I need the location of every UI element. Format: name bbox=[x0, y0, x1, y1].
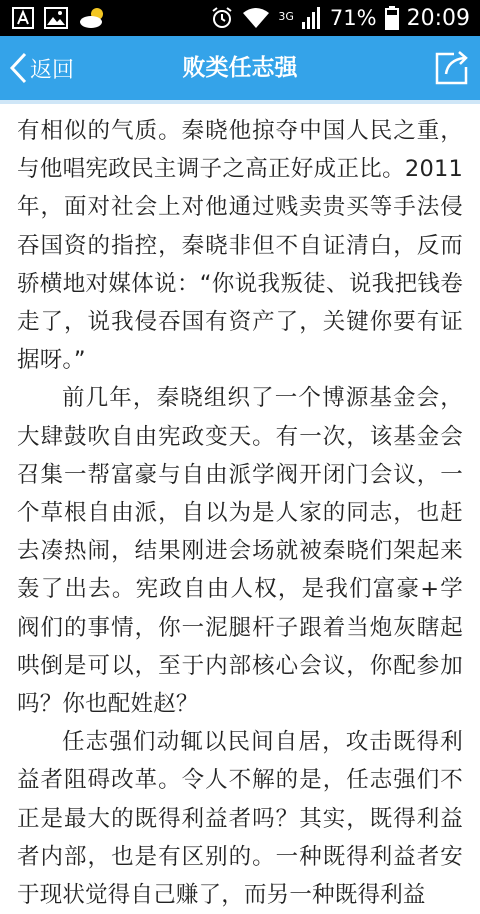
image-icon bbox=[44, 7, 68, 29]
article-paragraph: 前几年，秦晓组织了一个博源基金会，大肆鼓吹自由宪政变天。有一次，该基金会召集一帮富豪与自由派学阀开闭门会议，一个草根自由派，自以为是人家的同志，也赶去凑热闹，结果刚进会场就被秦晓们架起来轰了出去。宪政自由人权，是我们富豪+学阀们的事情，你一泥腿杆子跟着当炮灰瞎起哄倒是可以，至于内部核心会议，你配参加吗？你也配姓赵？ bbox=[17, 385, 463, 718]
battery-icon bbox=[385, 6, 399, 30]
clock: 20:09 bbox=[406, 5, 470, 31]
status-bar-system bbox=[210, 6, 480, 31]
battery-percent: 71% bbox=[329, 6, 377, 30]
back-label: 返回 bbox=[30, 57, 75, 83]
wifi-icon bbox=[242, 7, 270, 29]
network-type: 3G bbox=[278, 9, 294, 23]
content-top-strip bbox=[0, 100, 480, 104]
article-paragraph: 任志强们动辄以民间自居，攻击既得利益者阻碍改革。令人不解的是，任志强们不正是最大的既得利益者吗？其实，既得利益者内部，也是有区别的。一种既得利益者安于现状觉得自己赚了，而另一种既得利益 bbox=[17, 729, 463, 909]
page-title: 败类任志强 bbox=[182, 55, 298, 81]
alarm-icon bbox=[210, 6, 234, 30]
notification-a-icon bbox=[12, 7, 34, 29]
nav-bar bbox=[0, 36, 480, 100]
share-icon bbox=[434, 50, 470, 86]
status-bar-notifications bbox=[0, 6, 108, 30]
chevron-left-icon bbox=[8, 51, 28, 85]
article-content[interactable] bbox=[0, 100, 480, 909]
article-paragraph: 有相似的气质。秦晓他掠夺中国人民之重，与他唱宪政民主调子之高正好成正比。2011年，面对社会上对他通过贱卖贵买等手法侵吞国资的指控，秦晓非但不自证清白，反而骄横地对媒体说：“你说我叛徒、说我把钱卷走了，说我侵吞国有资产了，关键你要有证据呀。” bbox=[17, 118, 463, 374]
back-button[interactable] bbox=[8, 36, 74, 100]
weather-cloud-icon bbox=[78, 6, 108, 30]
signal-icon bbox=[302, 7, 322, 29]
share-button[interactable] bbox=[434, 50, 470, 86]
status-bar bbox=[0, 0, 480, 36]
